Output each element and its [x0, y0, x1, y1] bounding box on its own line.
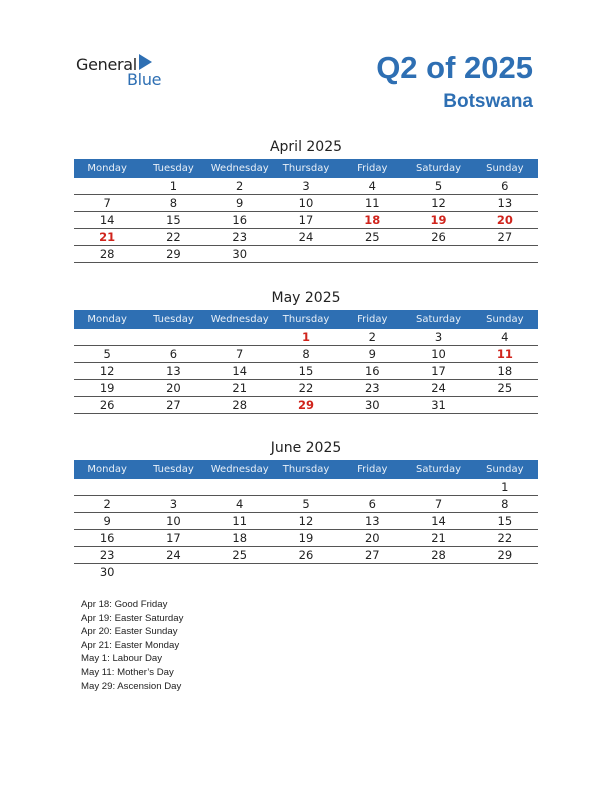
day-cell: 11 [496, 347, 513, 361]
day-cell: 8 [302, 347, 310, 361]
day-cell [339, 479, 405, 495]
day-cell [140, 329, 206, 345]
holiday-item: May 11: Mother’s Day [81, 666, 174, 678]
day-cell: 22 [298, 381, 314, 395]
week-row [74, 363, 538, 380]
page-title: Q2 of 2025 [376, 50, 533, 85]
day-cell: 25 [232, 548, 248, 562]
day-cell: 3 [169, 497, 178, 511]
day-cell: 10 [431, 347, 446, 361]
holiday-item: Apr 20: Easter Sunday [81, 626, 178, 638]
day-cell [472, 564, 538, 581]
day-cell: 10 [298, 196, 314, 210]
day-cell: 5 [103, 347, 111, 361]
day-cell [74, 479, 140, 495]
day-cell: 5 [434, 179, 443, 193]
day-cell: 21 [232, 381, 248, 395]
week-row [74, 397, 538, 414]
weekday-label: Tuesday [153, 464, 194, 475]
day-cell: 9 [103, 514, 111, 528]
day-cell [472, 397, 538, 413]
week-row [74, 496, 538, 513]
week-row [74, 479, 538, 496]
logo-flag-icon [139, 54, 152, 70]
day-cell: 6 [501, 179, 509, 193]
day-cell: 4 [368, 179, 376, 193]
week-row [74, 513, 538, 530]
day-cell [339, 246, 405, 262]
day-cell [207, 479, 273, 495]
day-cell: 2 [368, 330, 376, 344]
weekday-label: Sunday [486, 464, 524, 475]
day-cell: 17 [166, 531, 181, 545]
day-cell: 22 [497, 531, 513, 545]
day-cell [472, 246, 538, 262]
day-cell: 14 [99, 213, 115, 227]
holiday-item: Apr 18: Good Friday [81, 599, 168, 610]
day-cell: 12 [431, 196, 446, 210]
week-row [74, 346, 538, 363]
day-cell: 16 [99, 531, 115, 545]
weekday-label: Saturday [416, 163, 462, 174]
day-cell: 21 [431, 531, 446, 545]
week-row [74, 530, 538, 547]
week-row [74, 564, 538, 581]
day-cell: 27 [166, 398, 181, 412]
weekday-label: Tuesday [153, 163, 194, 174]
month-title: May 2025 [271, 290, 341, 306]
day-cell [273, 479, 339, 495]
weekday-label: Thursday [282, 163, 330, 174]
day-cell [273, 564, 339, 581]
day-cell: 24 [298, 230, 314, 244]
holiday-item: May 1: Labour Day [81, 653, 163, 665]
day-cell: 29 [497, 548, 513, 562]
day-cell: 23 [232, 230, 248, 244]
day-cell: 1 [169, 179, 178, 193]
month-title: April 2025 [269, 139, 343, 155]
day-cell: 4 [236, 497, 244, 511]
day-cell: 6 [169, 347, 178, 361]
weekday-label: Tuesday [153, 314, 194, 325]
week-row [74, 380, 538, 397]
day-cell: 11 [364, 196, 380, 210]
logo-text-blue: Blue [127, 70, 162, 89]
day-cell: 18 [364, 213, 381, 227]
day-cell: 27 [497, 230, 513, 244]
holiday-item: Apr 19: Easter Saturday [81, 612, 184, 624]
day-cell: 30 [232, 247, 248, 261]
weekday-label: Friday [357, 314, 388, 325]
weekday-label: Saturday [416, 314, 462, 325]
day-cell: 26 [431, 230, 446, 244]
weekday-label: Sunday [486, 163, 524, 174]
day-cell: 9 [236, 196, 244, 210]
day-cell: 4 [501, 330, 509, 344]
day-cell: 3 [302, 179, 310, 193]
day-cell: 8 [501, 497, 509, 511]
week-row [74, 178, 538, 195]
day-cell: 28 [99, 247, 115, 261]
day-cell: 29 [166, 247, 181, 261]
day-cell: 23 [364, 381, 380, 395]
day-cell: 21 [99, 230, 116, 244]
day-cell: 23 [99, 548, 115, 562]
weekday-label: Friday [357, 163, 388, 174]
day-cell: 17 [431, 364, 446, 378]
day-cell: 20 [166, 381, 181, 395]
weekday-header [74, 460, 538, 479]
day-cell: 13 [364, 514, 380, 528]
month-calendar [74, 438, 538, 581]
day-cell: 7 [434, 497, 443, 511]
holiday-item: Apr 21: Easter Monday [81, 639, 180, 651]
day-cell: 20 [364, 531, 380, 545]
day-cell: 24 [431, 381, 446, 395]
week-row [74, 229, 538, 246]
weekday-label: Thursday [282, 314, 330, 325]
day-cell: 2 [236, 179, 244, 193]
weekday-label: Sunday [486, 314, 524, 325]
day-cell: 13 [497, 196, 513, 210]
day-cell: 25 [364, 230, 380, 244]
day-cell: 22 [166, 230, 181, 244]
weekday-label: Wednesday [210, 163, 269, 174]
weekday-label: Friday [357, 464, 388, 475]
generalblue-logo [76, 52, 176, 88]
day-cell [339, 564, 405, 581]
day-cell: 9 [368, 347, 376, 361]
day-cell [74, 329, 140, 345]
day-cell: 27 [364, 548, 380, 562]
weekday-label: Wednesday [210, 464, 269, 475]
day-cell [405, 479, 471, 495]
day-cell: 19 [99, 381, 115, 395]
day-cell: 30 [364, 398, 380, 412]
day-cell: 29 [297, 398, 314, 412]
week-row [74, 212, 538, 229]
day-cell: 15 [497, 514, 513, 528]
day-cell: 30 [99, 565, 115, 579]
day-cell: 10 [166, 514, 181, 528]
holiday-list [81, 598, 183, 693]
day-cell: 19 [298, 531, 314, 545]
day-cell: 26 [298, 548, 314, 562]
day-cell: 8 [169, 196, 178, 210]
day-cell: 11 [232, 514, 248, 528]
day-cell: 28 [431, 548, 446, 562]
day-cell [273, 246, 339, 262]
day-cell: 1 [501, 480, 509, 494]
month-title: June 2025 [270, 440, 342, 456]
week-row [74, 195, 538, 212]
day-cell: 16 [364, 364, 380, 378]
day-cell: 18 [232, 531, 248, 545]
day-cell: 17 [298, 213, 314, 227]
day-cell: 24 [166, 548, 181, 562]
day-cell: 20 [496, 213, 513, 227]
day-cell: 12 [298, 514, 314, 528]
weekday-label: Wednesday [210, 314, 269, 325]
weekday-header [74, 159, 538, 178]
day-cell: 19 [430, 213, 447, 227]
day-cell: 14 [232, 364, 248, 378]
day-cell: 14 [431, 514, 446, 528]
day-cell: 16 [232, 213, 248, 227]
holiday-item: May 29: Ascension Day [81, 680, 182, 692]
day-cell [405, 564, 471, 581]
day-cell: 7 [103, 196, 111, 210]
day-cell: 2 [103, 497, 111, 511]
weekday-header [74, 310, 538, 329]
day-cell: 15 [298, 364, 314, 378]
day-cell [140, 564, 206, 581]
country-title: Botswana [443, 91, 533, 112]
day-cell: 6 [368, 497, 376, 511]
day-cell: 28 [232, 398, 248, 412]
day-cell: 7 [236, 347, 244, 361]
weekday-label: Monday [87, 464, 127, 475]
day-cell [405, 246, 471, 262]
month-calendar [74, 288, 538, 414]
day-cell [207, 564, 273, 581]
day-cell [74, 178, 140, 194]
day-cell: 26 [99, 398, 115, 412]
weekday-label: Saturday [416, 464, 462, 475]
day-cell: 25 [497, 381, 513, 395]
day-cell: 18 [497, 364, 513, 378]
day-cell: 5 [302, 497, 310, 511]
week-row [74, 547, 538, 564]
month-calendar [74, 137, 538, 263]
weekday-label: Thursday [282, 464, 330, 475]
day-cell [207, 329, 273, 345]
day-cell: 12 [99, 364, 115, 378]
day-cell: 31 [431, 398, 446, 412]
day-cell: 3 [434, 330, 443, 344]
day-cell: 13 [166, 364, 181, 378]
logo-text-general: General [76, 55, 137, 74]
day-cell: 15 [166, 213, 181, 227]
week-row [74, 329, 538, 346]
day-cell [140, 479, 206, 495]
week-row [74, 246, 538, 263]
weekday-label: Monday [87, 163, 127, 174]
weekday-label: Monday [87, 314, 127, 325]
day-cell: 1 [301, 330, 310, 344]
